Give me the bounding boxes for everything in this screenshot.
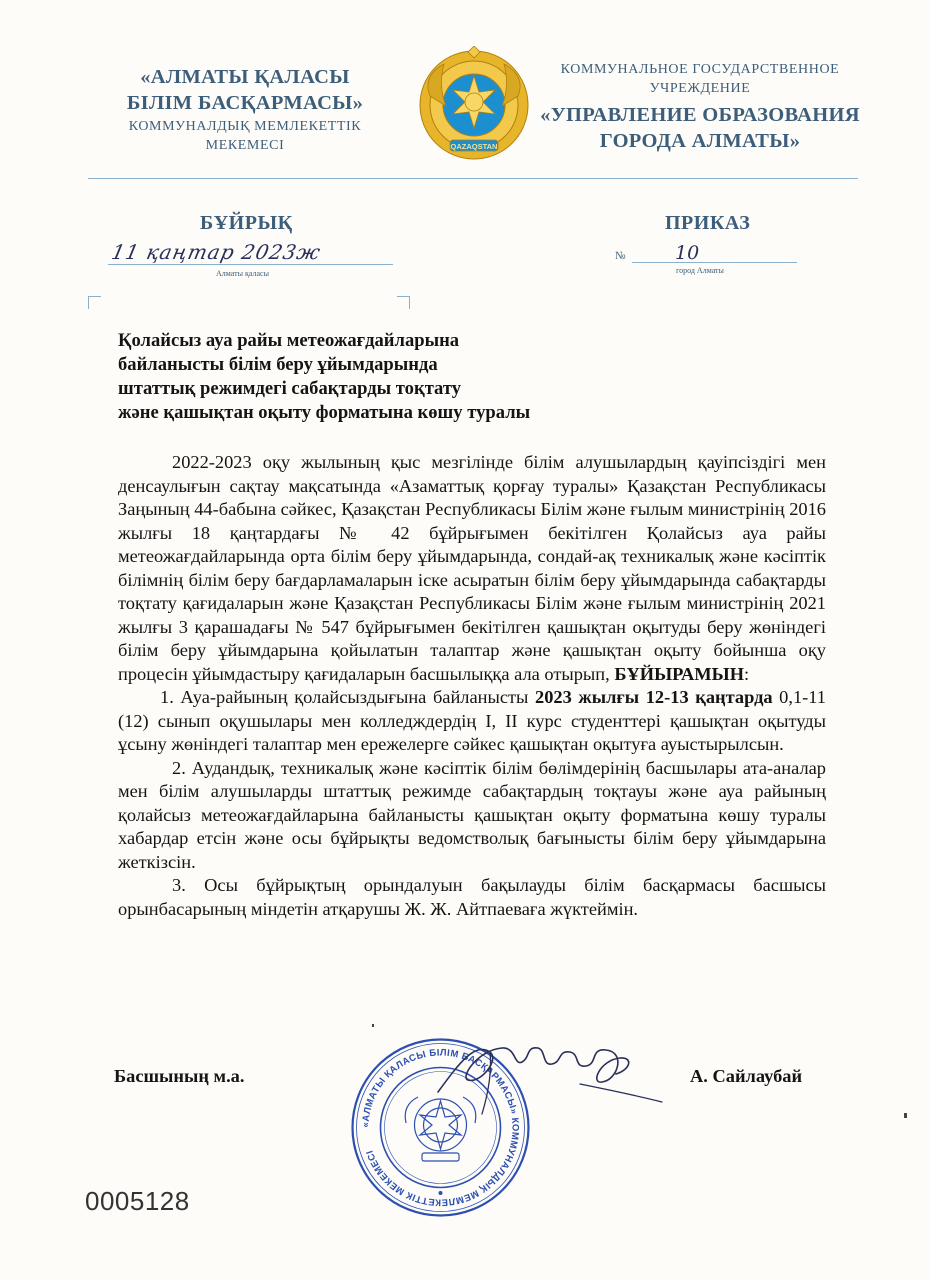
- title-line-3: штаттық режимдегі сабақтарды тоқтату: [118, 378, 462, 399]
- org-type-kz-line1: КОММУНАЛДЫҚ МЕМЛЕКЕТТІК: [128, 119, 362, 134]
- letterhead-ru: [540, 60, 860, 154]
- city-label-ru: город Алматы: [676, 266, 724, 275]
- signatory-name: А. Сайлаубай: [690, 1066, 803, 1086]
- item1-text-start: 1. Ауа-райының қолайсыздығына байланысты: [160, 687, 536, 707]
- order-item-1: [118, 686, 826, 757]
- mark-dot: [372, 1024, 374, 1027]
- org-type-kz-line2: МЕКЕМЕСІ: [205, 138, 285, 153]
- org-name-kz-line2: БІЛІМ БАСҚАРМАСЫ»: [126, 92, 364, 114]
- city-label-kz: Алматы қаласы: [216, 269, 269, 278]
- order-date-handwritten: 11 қаңтар 2023ж: [109, 240, 324, 264]
- org-name-ru-line1: «УПРАВЛЕНИЕ ОБРАЗОВАНИЯ: [540, 104, 860, 126]
- preamble-text: 2022-2023 оқу жылының қыс мезгілінде білім алушылардың қауіпсіздігі мен денсаулығын сақтау мақсатында «Азаматтық қорғау туралы» Қазақстан Республикасы Заңының 44-бабына сәйкес, Қазақстан Республикасы Білім және ғылым министрінің 2016 жылғы 18 қаңтардағы № 42 бұйрығымен бекітілген Қолайсыз ауа райы метеожағдайларында орта білім беру ұйымдарында, сондай-ақ техникалық және кәсіптік білімнің білім беру бағдарламаларын іске асыратын білім беру ұйымдарында сабақтарды тоқтату қағидаларын және Қазақстан Республикасы Білім және ғылым министрінің 2021 жылғы 3 қарашадағы № 547 бұйрығымен бекітілген қашықтан оқытуды беру жөніндегі білім беру ұйымдарына қойылатын талаптар және қашықтан оқыту бойынша оқу процесін ұйымдастыру қағидаларын басшылыққа ала отырып,: [118, 452, 826, 684]
- title-line-2: байланысты білім беру ұйымдарында: [118, 354, 438, 375]
- item1-date: 2023 жылғы 12-13 қаңтарда: [535, 687, 773, 707]
- preamble-colon: :: [744, 663, 750, 684]
- emblem-caption: QAZAQSTAN: [450, 142, 498, 151]
- letterhead-divider: [88, 178, 858, 179]
- order-label-kz: БҰЙРЫҚ: [200, 212, 293, 234]
- preamble-paragraph: [118, 451, 826, 686]
- handwritten-signature: [430, 1022, 670, 1122]
- document-title: [118, 329, 638, 425]
- date-underline: [108, 264, 393, 265]
- org-type-ru-line1: КОММУНАЛЬНОЕ ГОСУДАРСТВЕННОЕ: [560, 62, 840, 77]
- org-name-ru-line2: ГОРОДА АЛМАТЫ»: [599, 130, 801, 152]
- org-type-ru-line2: УЧРЕЖДЕНИЕ: [649, 81, 751, 96]
- title-corner-left: [88, 296, 101, 309]
- number-underline: [632, 262, 797, 263]
- item1-text-end: 0,1-11 (12) сынып оқушылары мен колледждердің I, II курс студенттері қашықтан оқытуды ұсыну жөніндегі талаптар мен ережелерге сәйкес қашықтан оқытуға ауыстырылсын.: [118, 687, 827, 754]
- stamp-ring-text: «АЛМАТЫ ҚАЛАСЫ БІЛІМ БАСҚАРМАСЫ» КОММУНАЛДЫҚ МЕМЛЕКЕТТІК МЕКЕМЕСІ: [360, 1047, 521, 1208]
- order-keyword: БҰЙЫРАМЫН: [614, 663, 745, 684]
- serial-number: 0005128: [85, 1186, 190, 1216]
- order-number-handwritten: 10: [675, 242, 700, 264]
- signatory-role: Басшының м.а.: [114, 1066, 245, 1086]
- order-item-2: 2. Аудандық, техникалық және кәсіптік білім бөлімдерінің басшылары ата-аналар мен білім алушыларды штаттық режимде сабақтардың тоқтауы және ауа райының қолайсыз метеожағдайларына байланысты қашықтан оқыту форматына көшу туралы хабардар етсін және осы бұйрықты ведомстволық бағынысты білім беру ұйымдарына жеткізсін.: [118, 757, 826, 872]
- order-label-ru: ПРИКАЗ: [665, 212, 751, 234]
- title-line-4: және қашықтан оқыту форматына көшу туралы: [118, 402, 531, 423]
- org-name-kz-line1: «АЛМАТЫ ҚАЛАСЫ: [140, 66, 350, 88]
- title-corner-right: [397, 296, 410, 309]
- number-sign: №: [615, 250, 626, 262]
- letterhead-kz: [95, 64, 395, 155]
- title-line-1: Қолайсыз ауа райы метеожағдайларына: [118, 330, 460, 351]
- document-body: [118, 451, 826, 921]
- order-item-3: 3. Осы бұйрықтың орындалуын бақылауды білім басқармасы басшысы орынбасарының міндетін атқарушы Ж. Ж. Айтпаеваға жүктеймін.: [118, 875, 826, 919]
- state-emblem-icon: [416, 46, 532, 164]
- margin-mark: [904, 1113, 907, 1118]
